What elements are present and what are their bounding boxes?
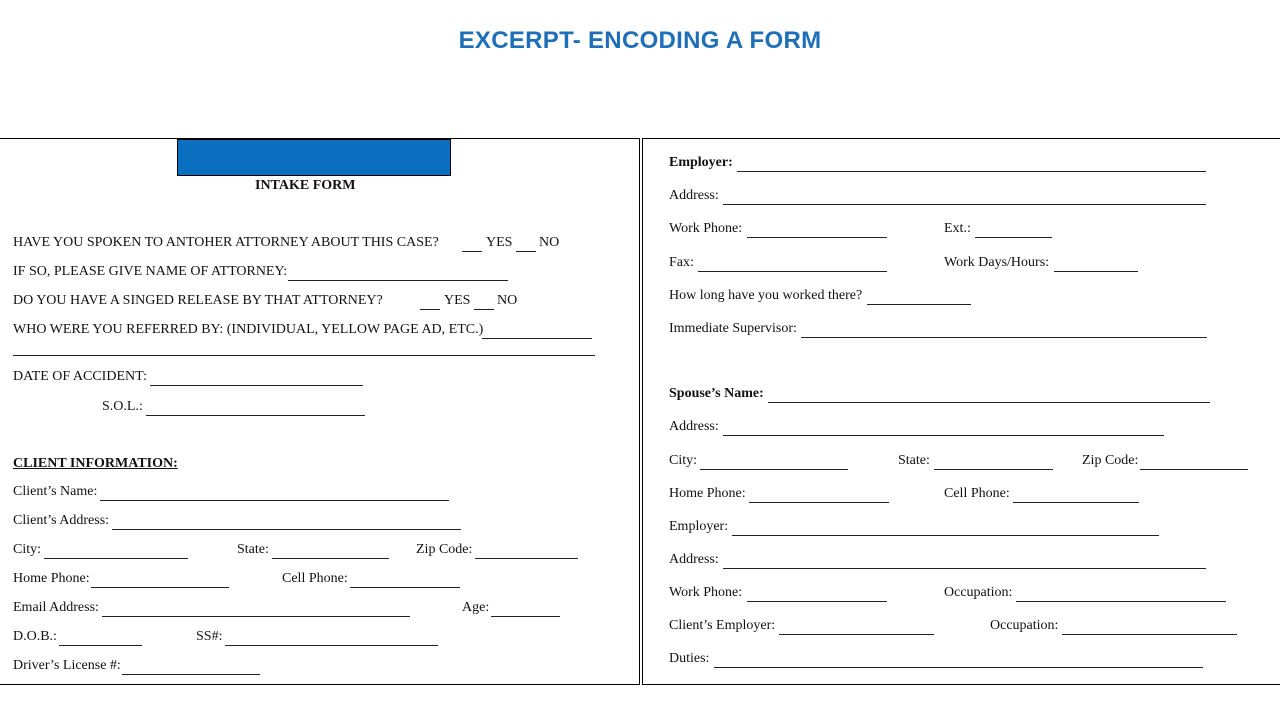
spouse-work-phone-label: Work Phone: xyxy=(669,585,743,600)
date-of-accident-label: DATE OF ACCIDENT: xyxy=(13,369,147,384)
supervisor-blank[interactable] xyxy=(801,337,1207,338)
home-phone-blank[interactable] xyxy=(91,587,229,588)
q1-yes-label: YES xyxy=(486,235,513,250)
email-blank[interactable] xyxy=(102,616,410,617)
work-phone-label: Work Phone: xyxy=(669,221,743,236)
email-label: Email Address: xyxy=(13,600,99,615)
spouse-occupation-label: Occupation: xyxy=(944,585,1013,600)
spouse-city-blank[interactable] xyxy=(700,469,848,470)
spouse-name-blank[interactable] xyxy=(768,402,1210,403)
dob-label: D.O.B.: xyxy=(13,629,57,644)
q-signed-release: DO YOU HAVE A SINGED RELEASE BY THAT ATTORNEY? xyxy=(13,293,383,308)
spouse-employer-label: Employer: xyxy=(669,519,729,534)
q-attorney-name: IF SO, PLEASE GIVE NAME OF ATTORNEY: xyxy=(13,264,288,279)
ext-label: Ext.: xyxy=(944,221,971,236)
zip-label: Zip Code: xyxy=(416,542,473,557)
spouse-cell-phone-label: Cell Phone: xyxy=(944,486,1010,501)
clients-employer-blank[interactable] xyxy=(779,634,934,635)
ss-label: SS#: xyxy=(196,629,223,644)
employer-label: Employer: xyxy=(669,155,733,170)
spouse-employer-address-label: Address: xyxy=(669,552,719,567)
spouse-cell-phone-blank[interactable] xyxy=(1013,502,1139,503)
sol-label: S.O.L.: xyxy=(102,399,143,414)
cell-phone-label: Cell Phone: xyxy=(282,571,348,586)
client-name-label: Client’s Name: xyxy=(13,484,98,499)
cell-phone-blank[interactable] xyxy=(350,587,460,588)
spouse-state-blank[interactable] xyxy=(934,469,1053,470)
work-days-label: Work Days/Hours: xyxy=(944,255,1050,270)
q1-yes-blank[interactable] xyxy=(462,251,482,252)
clients-occupation-blank[interactable] xyxy=(1062,634,1237,635)
q3-no-blank[interactable] xyxy=(474,309,494,310)
date-of-accident-blank[interactable] xyxy=(150,385,363,386)
spouse-employer-address-blank[interactable] xyxy=(723,568,1206,569)
home-phone-label: Home Phone: xyxy=(13,571,90,586)
clients-occupation-label: Occupation: xyxy=(990,618,1059,633)
zip-blank[interactable] xyxy=(475,558,578,559)
q1-no-label: NO xyxy=(539,235,560,250)
spouse-home-phone-blank[interactable] xyxy=(749,502,889,503)
city-label: City: xyxy=(13,542,42,557)
intake-form-page-2 xyxy=(642,138,1280,685)
q-spoken-to-attorney: HAVE YOU SPOKEN TO ANTOHER ATTORNEY ABOUT THIS CASE? xyxy=(13,235,439,250)
work-phone-blank[interactable] xyxy=(747,237,887,238)
spouse-zip-blank[interactable] xyxy=(1140,469,1248,470)
employer-address-blank[interactable] xyxy=(723,204,1206,205)
attorney-name-blank[interactable] xyxy=(288,280,508,281)
spouse-zip-label: Zip Code: xyxy=(1082,453,1139,468)
q3-yes-blank[interactable] xyxy=(420,309,440,310)
spouse-work-phone-blank[interactable] xyxy=(747,601,887,602)
q-referred-by: WHO WERE YOU REFERRED BY: (INDIVIDUAL, YELLOW PAGE AD, ETC.) xyxy=(13,322,484,337)
employer-address-label: Address: xyxy=(669,188,719,203)
client-information-heading: CLIENT INFORMATION: xyxy=(13,456,178,471)
duties-blank[interactable] xyxy=(714,667,1203,668)
client-address-label: Client’s Address: xyxy=(13,513,110,528)
spouse-city-label: City: xyxy=(669,453,698,468)
spouse-address-blank[interactable] xyxy=(723,435,1164,436)
q1-no-blank[interactable] xyxy=(516,251,536,252)
drivers-license-label: Driver’s License #: xyxy=(13,658,121,673)
referred-by-blank-2[interactable] xyxy=(13,355,595,356)
dob-blank[interactable] xyxy=(59,645,142,646)
q3-yes-label: YES xyxy=(444,293,471,308)
slide-title: EXCERPT- ENCODING A FORM xyxy=(458,27,822,54)
header-bar xyxy=(177,139,451,176)
spouse-home-phone-label: Home Phone: xyxy=(669,486,746,501)
spouse-employer-blank[interactable] xyxy=(732,535,1159,536)
ext-blank[interactable] xyxy=(975,237,1052,238)
clients-employer-label: Client’s Employer: xyxy=(669,618,776,633)
ss-blank[interactable] xyxy=(225,645,438,646)
fax-blank[interactable] xyxy=(698,271,887,272)
age-label: Age: xyxy=(462,600,490,615)
spouse-occupation-blank[interactable] xyxy=(1016,601,1226,602)
client-address-blank[interactable] xyxy=(112,529,461,530)
spouse-state-label: State: xyxy=(898,453,930,468)
duties-label: Duties: xyxy=(669,651,710,666)
city-blank[interactable] xyxy=(44,558,188,559)
how-long-blank[interactable] xyxy=(867,304,971,305)
form-title: INTAKE FORM xyxy=(255,178,356,193)
referred-by-blank[interactable] xyxy=(482,338,592,339)
age-blank[interactable] xyxy=(491,616,560,617)
drivers-license-blank[interactable] xyxy=(122,674,260,675)
client-name-blank[interactable] xyxy=(100,500,449,501)
intake-form-page-1 xyxy=(0,138,640,685)
state-blank[interactable] xyxy=(272,558,389,559)
work-days-blank[interactable] xyxy=(1054,271,1138,272)
how-long-label: How long have you worked there? xyxy=(669,288,863,303)
q3-no-label: NO xyxy=(497,293,518,308)
state-label: State: xyxy=(237,542,269,557)
employer-blank[interactable] xyxy=(737,171,1206,172)
spouse-address-label: Address: xyxy=(669,419,719,434)
spouse-name-label: Spouse’s Name: xyxy=(669,386,764,401)
supervisor-label: Immediate Supervisor: xyxy=(669,321,797,336)
fax-label: Fax: xyxy=(669,255,694,270)
sol-blank[interactable] xyxy=(146,415,365,416)
